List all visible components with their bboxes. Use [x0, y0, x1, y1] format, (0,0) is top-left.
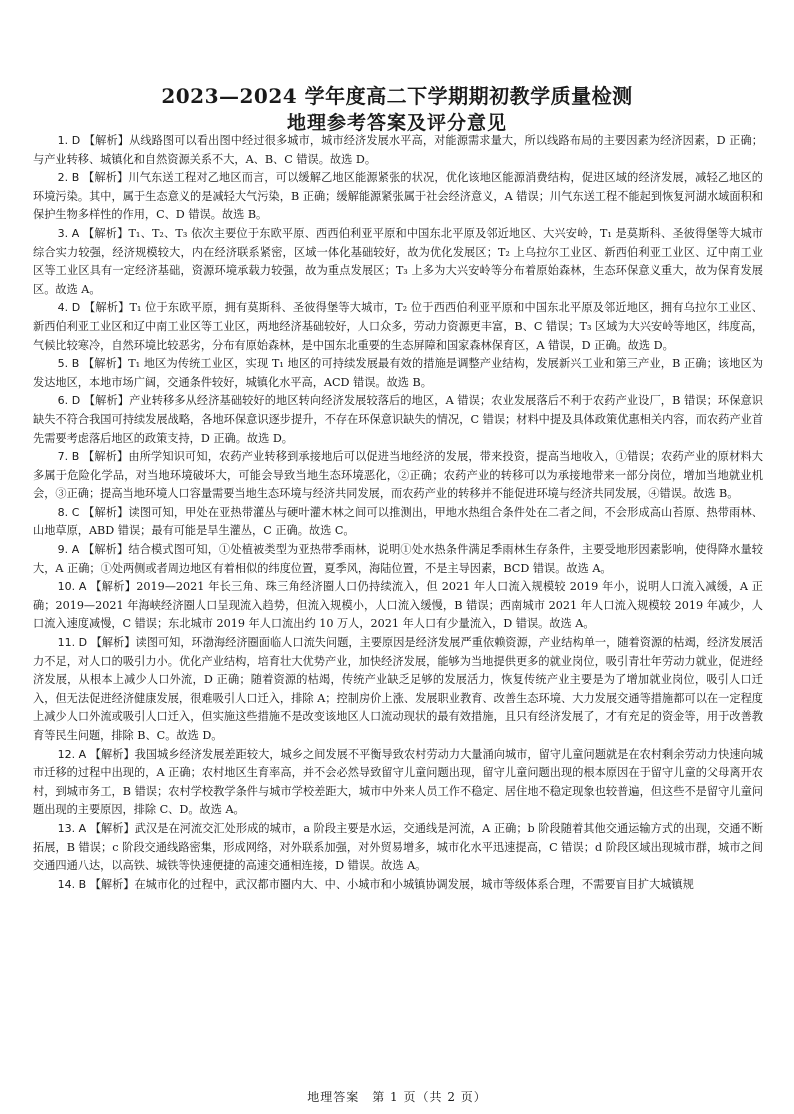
- answer-number: 8. C: [57, 505, 80, 519]
- answer-text: 【解析】由所学知识可知，农药产业转移到承接地后可以促进当地经济的发展，带来投资，提高当地收入，①错误；农药产业的原材料大多属于危险化学品，对当地环境破坏大，可能会导致当地生态环境恶化，②正确；农药产业的转移可以为承接地带来一部分岗位，增加当地就业机会，③正确；提高当地环境人口容量需要当地生态环境与经济共同发展，而农药产业的转移并不能促进环境与经济共同发展，④错误。故选 B。: [33, 450, 763, 501]
- answer-text: 【解析】T₁ 地区为传统工业区，实现 T₁ 地区的可持续发展最有效的措施是调整产业结构，发展新兴工业和第三产业，B 正确；该地区为发达地区，本地市场广阔，交通条件较好，城镇化水平高，ACD 错误。故选 B。: [33, 357, 764, 389]
- answer-text: 【解析】产业转移多从经济基础较好的地区转向经济发展较落后的地区，A 错误；农业发展落后不利于农药产业设厂，B 错误；环保意识缺失不符合我国可持续发展战略，各地环保意识逐步提升，不存在环保意识缺失的情况，C 错误；材料中提及具体政策优惠相关内容，而农药产业首先需要考虑落后地区的政策支持，D 正确。故选 D。: [33, 394, 763, 445]
- answer-item: [33, 132, 763, 169]
- answer-number: 12. A: [57, 747, 87, 761]
- answer-text: 【解析】我国城乡经济发展差距较大，城乡之间发展不平衡导致农村劳动力大量涌向城市，留守儿童问题就是在农村剩余劳动力快速向城市迁移的过程中出现的，A 正确；农村地区生育率高，并不会必然导致留守儿童问题出现，留守儿童问题出现的根本原因在于留守儿童的父母离开农村，到城市务工，B 错误；农村学校教学条件与城市学校差距大，城市中外来人员工作不稳定、居住地不稳定现象也较普遍，但这些不是留守儿童问题出现的主要原因，排除 C、D。故选 A。: [33, 747, 763, 817]
- answer-text: 【解析】结合模式图可知，①处植被类型为亚热带季雨林，说明①处水热条件满足季雨林生存条件，主要受地形因素影响，使得降水量较大，A 正确；①处两侧或者周边地区有着相似的纬度位置，夏季风，海陆位置，不是主导因素，BCD 错误。故选 A。: [33, 543, 763, 575]
- answer-item: [33, 448, 763, 504]
- answer-number: 5. B: [57, 357, 80, 371]
- answer-item: [33, 392, 763, 448]
- answer-text: 【解析】读图可知，环渤海经济圈面临人口流失问题，主要原因是经济发展严重依赖资源，产业结构单一，随着资源的枯竭，经济发展活力不足，对人口的吸引力小。优化产业结构，培育壮大优势产业，加快经济发展，能够为当地提供更多的就业岗位，吸引青壮年劳动力就业，促进经济发展，从根本上减少人口外流，D 正确；随着资源的枯竭，传统产业缺乏足够的发展活力，恢复传统产业主要是为了增加就业岗位，吸引人口迁入，但无法促进经济健康发展，很难吸引人口迁入，排除 A；控制房价上涨、发展职业教育、改善生态环境、大力发展交通等措施都可以在一定程度上减少人口外流或吸引人口迁入，但实施这些措施不是改变该地区人口流动现状的最有效措施，且只有经济发展了，才有充足的资金等，用于改善教育等民生问题，排除 B、C。故选 D。: [33, 636, 763, 742]
- answer-number: 14. B: [57, 877, 87, 891]
- page-subtitle: 地理参考答案及评分意见: [286, 112, 507, 134]
- answer-number: 3. A: [57, 226, 80, 240]
- answer-text: 【解析】T₁ 位于东欧平原，拥有莫斯科、圣彼得堡等大城市，T₂ 位于西西伯利亚平原和中国东北平原及邻近地区，拥有乌拉尔工业区、新西伯利亚工业区和辽中南工业区等工业区，两地经济基础较好，人口众多，劳动力资源更丰富，B、C 错误；T₃ 区域为大兴安岭等地区，纬度高，气候比较寒冷，自然环境比较恶劣，分布有原始森林，是中国东北重要的生态屏障和国家森林保育区，A 错误，D 正确。故选 D。: [33, 301, 763, 352]
- answer-number: 10. A: [57, 580, 87, 594]
- answer-text: 【解析】读图可知，甲处在亚热带灌丛与硬叶灌木林之间可以推测出，甲地水热组合条件处在二者之间，不会形成高山苔原、热带雨林、山地草原，ABD 错误；最有可能是旱生灌丛，C 正确。故选 C。: [33, 505, 763, 538]
- answer-number: 9. A: [57, 543, 80, 557]
- answer-number: 6. D: [57, 394, 81, 408]
- answer-number: 4. D: [57, 301, 81, 315]
- answer-number: 11. D: [57, 636, 88, 650]
- answer-number: 13. A: [57, 821, 87, 835]
- page-footer: 地理答案 第 1 页（共 2 页）: [307, 1090, 487, 1104]
- answer-number: 1. D: [57, 134, 81, 147]
- page-title: 2023—2024 学年度高二下学期期初教学质量检测: [161, 84, 633, 108]
- answer-item: [33, 355, 763, 392]
- answer-number: 2. B: [57, 171, 80, 185]
- answer-item: [33, 634, 763, 746]
- answer-item: [33, 746, 763, 820]
- answer-item: [33, 578, 763, 634]
- answer-number: 7. B: [57, 450, 80, 464]
- answer-item: [33, 541, 763, 578]
- answer-text: 【解析】T₁、T₂、T₃ 依次主要位于东欧平原、西西伯利亚平原和中国东北平原及邻近地区、大兴安岭，T₁ 是莫斯科、圣彼得堡等大城市综合实力较强，经济规模较大，内在经济联系紧密，区域一体化基础较好，故为优化发展区；T₂ 上乌拉尔工业区、新西伯利亚工业区、辽中南工业区等工业区具有一定经济基础，资源环境承载力较强，故为重点发展区；T₃ 上多为大兴安岭等分布着原始森林，生态环保意义重大，故为保育发展区。故选 A。: [33, 226, 763, 296]
- answer-item: [33, 504, 763, 541]
- answer-text: 【解析】从线路图可以看出图中经过很多城市，城市经济发展水平高，对能源需求量大，所以线路布局的主要因素为经济因素，D 正确；与产业转移、城镇化和自然资源关系不大，A、B、C 错误。故选 D。: [33, 134, 763, 166]
- answer-text: 【解析】在城市化的过程中，武汉都市圈内大、中、小城市和小城镇协调发展，城市等级体系合理，不需要盲目扩大城镇规: [89, 877, 694, 891]
- answer-item: [33, 876, 763, 895]
- answer-text: 【解析】武汉是在河流交汇处形成的城市，a 阶段主要是水运，交通线是河流，A 正确；b 阶段随着其他交通运输方式的出现，交通不断拓展，B 错误；c 阶段交通线路密集，形成网络，对外联系加强，对外贸易增多，城市化水平迅速提高，C 错误；d 阶段区域出现城市群，城市之间交通四通八达，以高铁、城铁等快速便捷的高速交通相连接，D 错误。故选 A。: [33, 821, 763, 873]
- answer-item: [33, 169, 763, 225]
- answer-item: [33, 225, 763, 299]
- answer-item: [33, 820, 763, 876]
- answer-text: 【解析】川气东送工程对乙地区而言，可以缓解乙地区能源紧张的状况，优化该地区能源消费结构，促进区域的经济发展，减轻乙地区的环境污染。其中，属于生态意义的是减轻大气污染，B 正确；缓解能源紧张属于社会经济意义，A 错误；川气东送工程不能起到恢复河湖水域面积和保护生物多样性的作用，C、D 错误。故选 B。: [33, 171, 763, 222]
- answer-text: 【解析】2019—2021 年长三角、珠三角经济圈人口仍持续流入，但 2021 年人口流入规模较 2019 年小，说明人口流入减缓，A 正确；2019—2021 年海峡经济圈人口呈现流入趋势，但流入规模小，人口流入缓慢，B 错误；西南城市 2021 年人口流入规模较 2019 年减少，人口流入速度减慢，C 错误；东北城市 2019 年人口流出约 10 万人，2021 年人口有少量流入，D 错误。故选 A。: [33, 580, 763, 631]
- answer-item: [33, 299, 763, 355]
- answer-list: [33, 132, 763, 894]
